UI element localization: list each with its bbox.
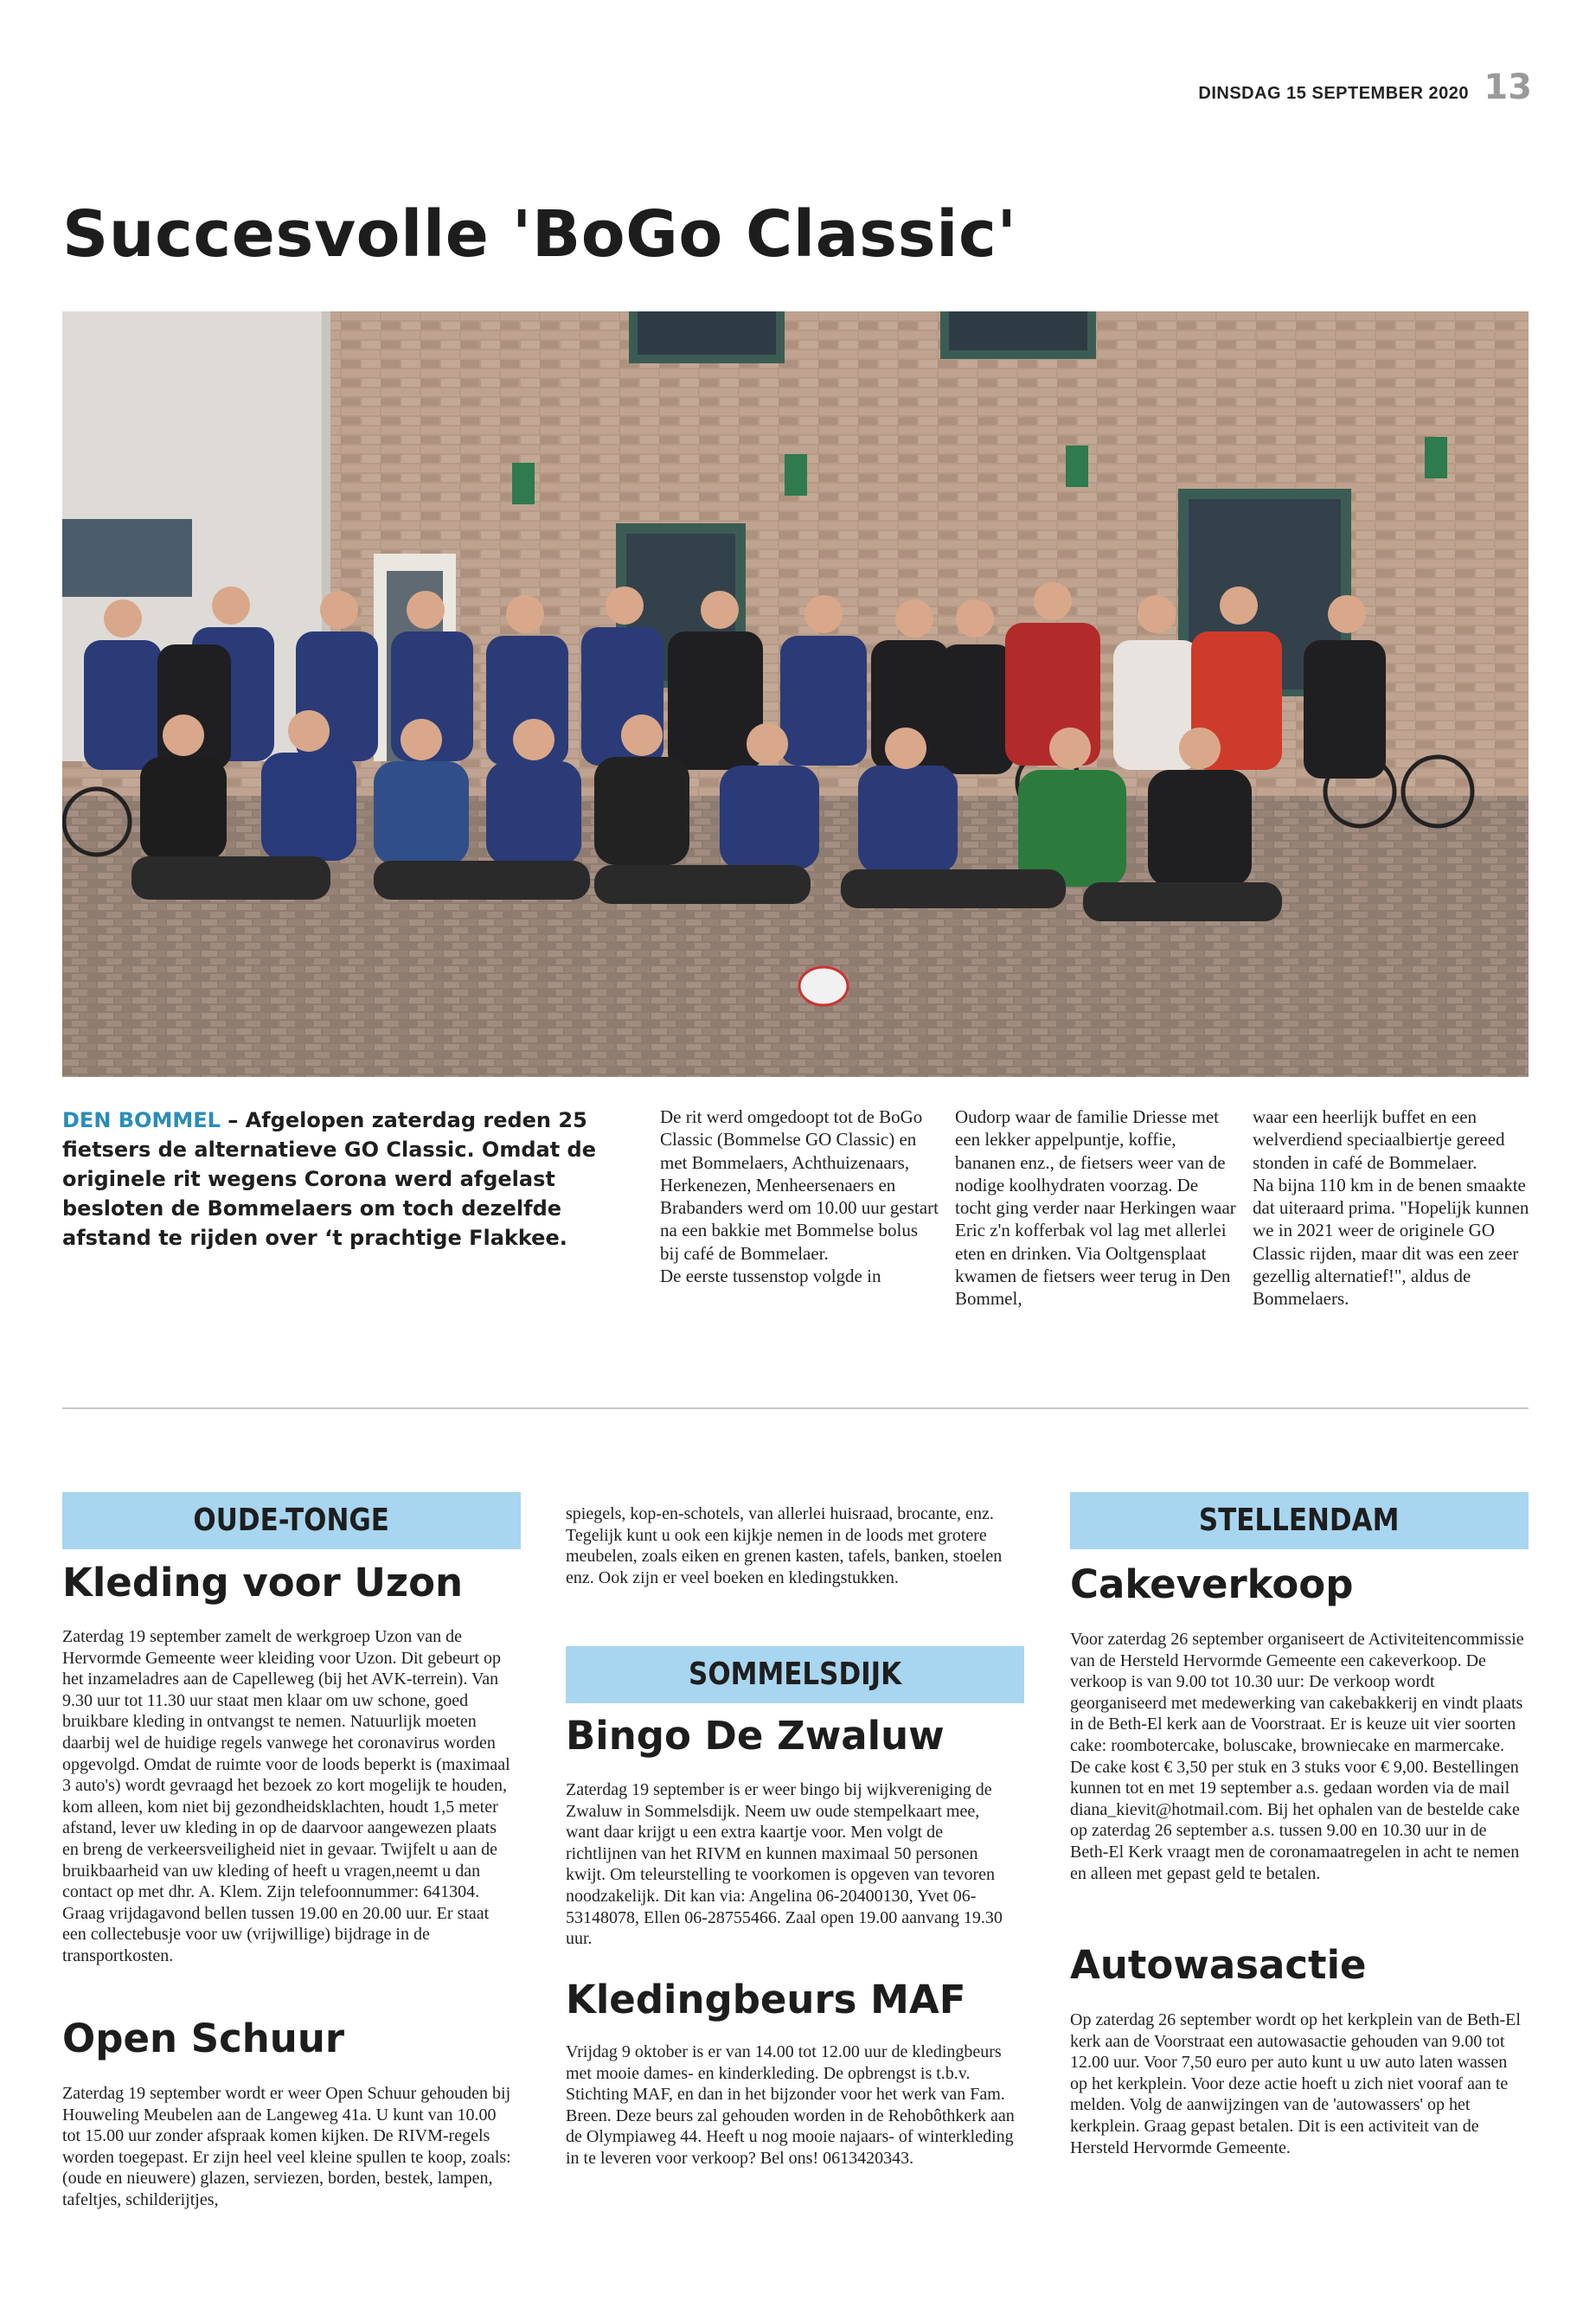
article-title-open-schuur: Open Schuur [62, 2016, 345, 2061]
region-label: OUDE-TONGE [193, 1503, 390, 1538]
group-photo [62, 311, 1529, 1077]
article-body-kleding-uzon: Zaterdag 19 september zamelt de werkgroep Uzon van de Hervormde Gemeente weer kleiding voor Uzon. Dit gebeurt op het inzameladres aan de Capelleweg (bij het AVK-terrein). Van 9.30 uur tot 11.30 uur staat men klaar om uw schone, goed bruikbare kleding in ontvangst te nemen. Natuurlijk moeten daarbij wel de huidige regels vanwege het coronavirus worden opgevolgd. Omdat de ruimte voor de loods beperkt is (maximaal 3 auto's) wordt gevraagd het bezoek zo kort mogelijk te houden, kom alleen, kom niet bij gezondheidsklachten, houdt 1,5 meter afstand, lever uw kleding in op de daarvoor aangewezen plaats en breng de verkeersveiligheid niet in gevaar. Twijfelt u aan de bruikbaarheid van uw kleding of heeft u vragen,neemt u dan contact op met dhr. A. Klem. Zijn telefoonnummer: 641304. Graag vrijdagavond bellen tussen 19.00 en 20.00 uur. Er staat een collectebusje voor uw (vrijwillige) bijdrage in de transportkosten. [62, 1627, 510, 1965]
region-label: SOMMELSDIJK [688, 1657, 902, 1692]
dateline-place: DEN BOMMEL [62, 1108, 221, 1132]
region-bar-stellendam [1070, 1492, 1529, 1549]
article-column-3: waar een heerlijk buffet en een welverdiend speciaalbiertje gereed stonden in café de Bommelaer. Na bijna 110 km in de benen smaakte dat uiteraard prima. "Hopelijk kunnen we in 2021 weer de originele GO Classic rijden, maar dit was een zeer gezellig alternatief!", aldus de Bommelaers. [1253, 1106, 1529, 1310]
article-body-open-schuur-continued: spiegels, kop-en-schotels, van allerlei huisraad, brocante, enz. Tegelijk kunt u ook een kijkje nemen in de loods met grotere meubelen, zoals eiken en grenen kasten, tafels, banken, stoelen enz. Ook zijn er veel boeken en kledingstukken. [566, 1504, 1003, 1587]
lead-text: – Afgelopen zaterdag reden 25 fietsers de alternatieve GO Classic. Omdat de originele rit wegens Corona werd afgelast besloten de Bommelaers om toch dezelfde afstand te rijden over ‘t prachtige Flakkee. [62, 1108, 596, 1250]
region-bar-oude-tonge [62, 1492, 521, 1549]
article-column-1: De rit werd omgedoopt tot de BoGo Classic (Bommelse GO Classic) en met Bommelaers, Achthuizenaars, Herkenezen, Menheersenaers en Brabanders werd om 10.00 uur gestart na een bakkie met Bommelse bolus bij café de Bommelaer. De eerste tussenstop volgde in [660, 1106, 939, 1287]
article-body-bingo: Zaterdag 19 september is er weer bingo bij wijkvereniging de Zwaluw in Sommelsdijk. Neem uw oude stempelkaart mee, want daar krijgt u een extra kaartje voor. Men volgt de richtlijnen van het RIVM en kunnen maximaal 50 personen kwijt. Om teleurstelling te voorkomen is opgeven van tevoren noodzakelijk. Dit kan via: Angelina 06-20400130, Yvet 06-53148078, Ellen 06-28755466. Zaal open 19.00 aanvang 19.30 uur. [566, 1780, 1003, 1949]
section-divider [62, 1407, 1529, 1409]
article-title-cakeverkoop: Cakeverkoop [1070, 1561, 1354, 1607]
issue-date: DINSDAG 15 SEPTEMBER 2020 [1198, 84, 1469, 103]
page-number: 13 [1484, 67, 1532, 107]
article-title-autowasactie: Autowasactie [1070, 1942, 1367, 1988]
article-body-cakeverkoop: Voor zaterdag 26 september organiseert de Activiteitencommissie van de Hersteld Hervormde Gemeente een cakeverkoop. De verkoop is van 9.00 tot 10.30 uur: De verkoop wordt georganiseerd met medewerking van cakebakkerij en vindt plaats in de Beth-El kerk aan de Voorstraat. Er is keuze uit vier soorten cake: roombotercake, boluscake, browniecake en marmercake. De cake kost € 3,50 per stuk en 3 stuks voor € 9,00. Bestellingen kunnen tot en met 19 september a.s. gedaan worden via de mail diana_kievit@hotmail.com. Bij het ophalen van de bestelde cake op zaterdag 26 september a.s. tussen 9.00 en 10.30 uur in de Beth-El Kerk vraagt men de coronamaatregelen in acht te nemen en alleen met gepast geld te betalen. [1070, 1630, 1524, 1883]
article-title-kleding-uzon: Kleding voor Uzon [62, 1560, 464, 1606]
group-photo-illustration [62, 311, 1529, 1077]
article-column-2: Oudorp waar de familie Driesse met een lekker appelpuntje, koffie, bananen enz., de fietsers weer van de nodige koolhydraten voorzag. De tocht ging verder naar Herkingen waar Eric z'n kofferbak vol lag met allerlei eten en drinken. Via Ooltgensplaat kwamen de fietsers weer terug in Den Bommel, [955, 1106, 1236, 1310]
main-headline: Succesvolle 'BoGo Classic' [62, 197, 1017, 272]
lead-paragraph [62, 1106, 633, 1253]
article-title-bingo: Bingo De Zwaluw [566, 1713, 945, 1759]
article-body-autowasactie: Op zaterdag 26 september wordt op het kerkplein van de Beth-El kerk aan de Voorstraat een autowasactie gehouden van 9.00 tot 12.00 uur. Voor 7,50 euro per auto kunt u uw auto laten wassen op het kerkplein. Voor deze actie hoeft u zich niet vooraf aan te melden. Volg de aanwijzingen van de 'autowassers' op het kerkplein. Graag gepast betalen. Dit is een activiteit van de Hersteld Hervormde Gemeente. [1070, 2010, 1521, 2157]
region-label: STELLENDAM [1199, 1503, 1400, 1538]
article-body-open-schuur: Zaterdag 19 september wordt er weer Open Schuur gehouden bij Houweling Meubelen aan de Langeweg 41a. U kunt van 10.00 tot 15.00 uur zonder afspraak komen kijken. De RIVM-regels worden toegepast. Er zijn heel veel kleine spullen te koop, zoals: (oude en nieuwere) glazen, serviezen, borden, bestek, lampen, tafeltjes, schilderijtjes, [62, 2084, 511, 2209]
article-body-kledingbeurs: Vrijdag 9 oktober is er van 14.00 tot 12.00 uur de kledingbeurs met mooie dames- en kinderkleding. De opbrengst is t.b.v. Stichting MAF, en dan in het bijzonder voor het werk van Fam. Breen. Deze beurs zal gehouden worden in de Rehobôthkerk aan de Olympiaweg 44. Heeft u nog mooie najaars- of winterkleding in te leveren voor verkoop? Bel ons! 0613420343. [566, 2042, 1015, 2168]
region-bar-sommelsdijk [566, 1646, 1024, 1703]
article-title-kledingbeurs: Kledingbeurs MAF [566, 1977, 966, 2022]
